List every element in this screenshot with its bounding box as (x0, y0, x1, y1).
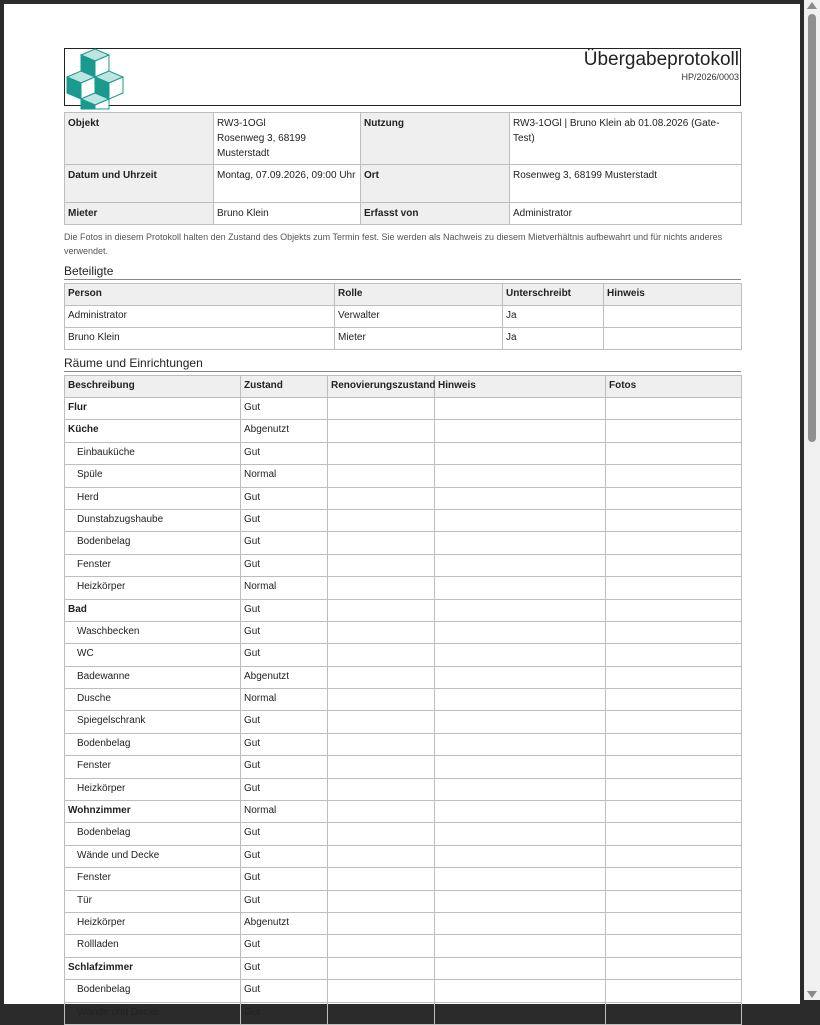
scroll-up-arrow-icon[interactable] (807, 2, 817, 9)
fixture-row (65, 778, 742, 800)
item-note (435, 957, 606, 979)
item-description: Rollladen (65, 935, 241, 957)
item-photos (606, 420, 742, 442)
item-description: Fenster (65, 554, 241, 576)
item-description: Dusche (65, 689, 241, 711)
item-photos (606, 733, 742, 755)
fixture-row (65, 532, 742, 554)
item-note (435, 980, 606, 1002)
item-note (435, 935, 606, 957)
item-description: Bodenbelag (65, 823, 241, 845)
item-photos (606, 621, 742, 643)
item-note (435, 599, 606, 621)
item-description: Badewanne (65, 666, 241, 688)
erfasst-value: Administrator (510, 203, 742, 225)
item-photos (606, 689, 742, 711)
item-condition: Normal (241, 465, 328, 487)
datum-value: Montag, 07.09.2026, 09:00 Uhr (214, 165, 361, 203)
header-fotos: Fotos (606, 376, 742, 398)
item-renovation (328, 398, 435, 420)
item-photos (606, 509, 742, 531)
fixture-row (65, 554, 742, 576)
participants-title: Beteiligte (64, 264, 741, 280)
item-renovation (328, 733, 435, 755)
fixture-row (65, 912, 742, 934)
item-description: Spüle (65, 465, 241, 487)
participant-row (65, 306, 742, 328)
item-description: Heizkörper (65, 778, 241, 800)
item-description: Bad (65, 599, 241, 621)
item-description: Wände und Decke (65, 1002, 241, 1024)
item-condition: Gut (241, 845, 328, 867)
item-photos (606, 442, 742, 464)
participant-signs: Ja (503, 328, 604, 350)
item-note (435, 420, 606, 442)
item-photos (606, 912, 742, 934)
item-renovation (328, 644, 435, 666)
item-photos (606, 487, 742, 509)
item-description: Bodenbelag (65, 733, 241, 755)
fixture-row (65, 845, 742, 867)
item-photos (606, 823, 742, 845)
erfasst-label: Erfasst von (361, 203, 510, 225)
fixture-row (65, 465, 742, 487)
item-condition: Abgenutzt (241, 420, 328, 442)
item-renovation (328, 778, 435, 800)
participants-table (64, 283, 742, 350)
item-photos (606, 756, 742, 778)
item-note (435, 801, 606, 823)
item-description: Bodenbelag (65, 532, 241, 554)
rooms-table-body (65, 398, 742, 1025)
item-condition: Normal (241, 689, 328, 711)
participant-signs: Ja (503, 306, 604, 328)
item-photos (606, 845, 742, 867)
item-renovation (328, 823, 435, 845)
item-note (435, 666, 606, 688)
item-note (435, 509, 606, 531)
nutzung-label: Nutzung (361, 113, 510, 165)
header-person: Person (65, 284, 335, 306)
ort-label: Ort (361, 165, 510, 203)
object-info-table (64, 112, 742, 225)
item-description: Wohnzimmer (65, 801, 241, 823)
item-renovation (328, 801, 435, 823)
item-photos (606, 980, 742, 1002)
item-note (435, 912, 606, 934)
fixture-row (65, 868, 742, 890)
item-renovation (328, 577, 435, 599)
item-note (435, 778, 606, 800)
room-row (65, 420, 742, 442)
fixture-row (65, 487, 742, 509)
item-description: Einbauküche (65, 442, 241, 464)
participant-person: Administrator (65, 306, 335, 328)
item-renovation (328, 935, 435, 957)
item-note (435, 577, 606, 599)
item-condition: Gut (241, 554, 328, 576)
item-description: Heizkörper (65, 577, 241, 599)
item-renovation (328, 666, 435, 688)
item-description: Fenster (65, 868, 241, 890)
header-renovierungszustand: Renovierungszustand (328, 376, 435, 398)
objekt-value (214, 113, 361, 165)
item-description: Heizkörper (65, 912, 241, 934)
item-photos (606, 644, 742, 666)
item-condition: Abgenutzt (241, 912, 328, 934)
item-photos (606, 398, 742, 420)
fixture-row (65, 733, 742, 755)
item-note (435, 554, 606, 576)
fixture-row (65, 890, 742, 912)
item-renovation (328, 487, 435, 509)
item-note (435, 644, 606, 666)
rooms-title: Räume und Einrichtungen (64, 356, 741, 372)
item-photos (606, 868, 742, 890)
header-rolle: Rolle (335, 284, 503, 306)
item-photos (606, 801, 742, 823)
item-condition: Gut (241, 935, 328, 957)
item-description: Waschbecken (65, 621, 241, 643)
item-description: Schlafzimmer (65, 957, 241, 979)
item-photos (606, 577, 742, 599)
item-condition: Gut (241, 756, 328, 778)
item-condition: Gut (241, 890, 328, 912)
item-photos (606, 532, 742, 554)
nutzung-value: RW3-1OGl | Bruno Klein ab 01.08.2026 (Gate-Test) (510, 113, 742, 165)
fixture-row (65, 689, 742, 711)
item-renovation (328, 621, 435, 643)
header-hinweis: Hinweis (604, 284, 742, 306)
item-description: Küche (65, 420, 241, 442)
scroll-down-arrow-icon[interactable] (807, 991, 817, 998)
item-note (435, 711, 606, 733)
protocol-header (64, 48, 741, 106)
vertical-scrollbar[interactable] (804, 0, 820, 1000)
item-note (435, 689, 606, 711)
room-row (65, 398, 742, 420)
item-condition: Gut (241, 599, 328, 621)
participant-note (604, 306, 742, 328)
item-condition: Gut (241, 442, 328, 464)
ort-value: Rosenweg 3, 68199 Musterstadt (510, 165, 742, 203)
item-condition: Gut (241, 778, 328, 800)
item-photos (606, 778, 742, 800)
item-note (435, 442, 606, 464)
item-condition: Gut (241, 532, 328, 554)
participant-role: Mieter (335, 328, 503, 350)
item-note (435, 487, 606, 509)
header-zustand: Zustand (241, 376, 328, 398)
fixture-row (65, 711, 742, 733)
item-condition: Gut (241, 1002, 328, 1024)
rooms-table (64, 375, 742, 1025)
item-renovation (328, 845, 435, 867)
item-description: Herd (65, 487, 241, 509)
item-note (435, 890, 606, 912)
item-renovation (328, 532, 435, 554)
item-renovation (328, 711, 435, 733)
mieter-label: Mieter (65, 203, 214, 225)
item-condition: Gut (241, 487, 328, 509)
item-photos (606, 599, 742, 621)
item-note (435, 733, 606, 755)
fixture-row (65, 577, 742, 599)
item-description: Bodenbelag (65, 980, 241, 1002)
item-photos (606, 465, 742, 487)
participant-note (604, 328, 742, 350)
item-photos (606, 711, 742, 733)
document-page (4, 4, 800, 1018)
room-row (65, 599, 742, 621)
item-renovation (328, 957, 435, 979)
objekt-label: Objekt (65, 113, 214, 165)
participant-person: Bruno Klein (65, 328, 335, 350)
item-renovation (328, 420, 435, 442)
item-condition: Normal (241, 801, 328, 823)
item-condition: Gut (241, 823, 328, 845)
item-note (435, 868, 606, 890)
item-condition: Gut (241, 868, 328, 890)
item-renovation (328, 465, 435, 487)
item-description: Spiegelschrank (65, 711, 241, 733)
header-hinweis: Hinweis (435, 376, 606, 398)
item-renovation (328, 509, 435, 531)
item-renovation (328, 756, 435, 778)
photo-notice: Die Fotos in diesem Protokoll halten den Zustand des Objekts zum Termin fest. Sie werden als Nachweis zu diesem Mietverhältnis aufbewahrt und für nichts anderes verwendet. (64, 232, 723, 256)
room-row (65, 957, 742, 979)
fixture-row (65, 756, 742, 778)
item-renovation (328, 554, 435, 576)
item-renovation (328, 890, 435, 912)
item-note (435, 398, 606, 420)
item-photos (606, 935, 742, 957)
item-note (435, 621, 606, 643)
item-condition: Gut (241, 957, 328, 979)
fixture-row (65, 935, 742, 957)
participant-role: Verwalter (335, 306, 503, 328)
item-note (435, 845, 606, 867)
item-note (435, 823, 606, 845)
item-note (435, 532, 606, 554)
objekt-line-2: Rosenweg 3, 68199 (217, 133, 306, 144)
document-number: HP/2026/0003 (681, 72, 739, 82)
item-renovation (328, 868, 435, 890)
item-description: Flur (65, 398, 241, 420)
item-condition: Gut (241, 733, 328, 755)
datum-label: Datum und Uhrzeit (65, 165, 214, 203)
participant-row (65, 328, 742, 350)
objekt-line-3: Musterstadt (217, 148, 270, 159)
fixture-row (65, 1002, 742, 1024)
item-note (435, 465, 606, 487)
room-row (65, 801, 742, 823)
header-beschreibung: Beschreibung (65, 376, 241, 398)
item-description: Dunstabzugshaube (65, 509, 241, 531)
item-renovation (328, 980, 435, 1002)
item-condition: Abgenutzt (241, 666, 328, 688)
item-renovation (328, 912, 435, 934)
fixture-row (65, 509, 742, 531)
item-photos (606, 1002, 742, 1024)
item-photos (606, 890, 742, 912)
fixture-row (65, 980, 742, 1002)
fixture-row (65, 621, 742, 643)
item-renovation (328, 1002, 435, 1024)
item-note (435, 1002, 606, 1024)
item-description: Tür (65, 890, 241, 912)
mieter-value: Bruno Klein (214, 203, 361, 225)
item-condition: Gut (241, 644, 328, 666)
fixture-row (65, 644, 742, 666)
item-condition: Gut (241, 621, 328, 643)
document-title: Übergabeprotokoll (583, 49, 739, 70)
fixture-row (65, 666, 742, 688)
item-photos (606, 666, 742, 688)
item-description: WC (65, 644, 241, 666)
header-unterschreibt: Unterschreibt (503, 284, 604, 306)
scrollbar-thumb[interactable] (808, 14, 816, 442)
item-condition: Gut (241, 711, 328, 733)
item-condition: Gut (241, 509, 328, 531)
item-condition: Normal (241, 577, 328, 599)
fixture-row (65, 823, 742, 845)
item-condition: Gut (241, 980, 328, 1002)
item-renovation (328, 442, 435, 464)
item-photos (606, 554, 742, 576)
item-condition: Gut (241, 398, 328, 420)
item-description: Fenster (65, 756, 241, 778)
item-photos (606, 957, 742, 979)
cube-logo-icon (65, 49, 127, 109)
item-renovation (328, 599, 435, 621)
objekt-line-1: RW3-1OGl (217, 118, 266, 129)
item-renovation (328, 689, 435, 711)
fixture-row (65, 442, 742, 464)
protocol-content (64, 48, 741, 1025)
item-description: Wände und Decke (65, 845, 241, 867)
item-note (435, 756, 606, 778)
